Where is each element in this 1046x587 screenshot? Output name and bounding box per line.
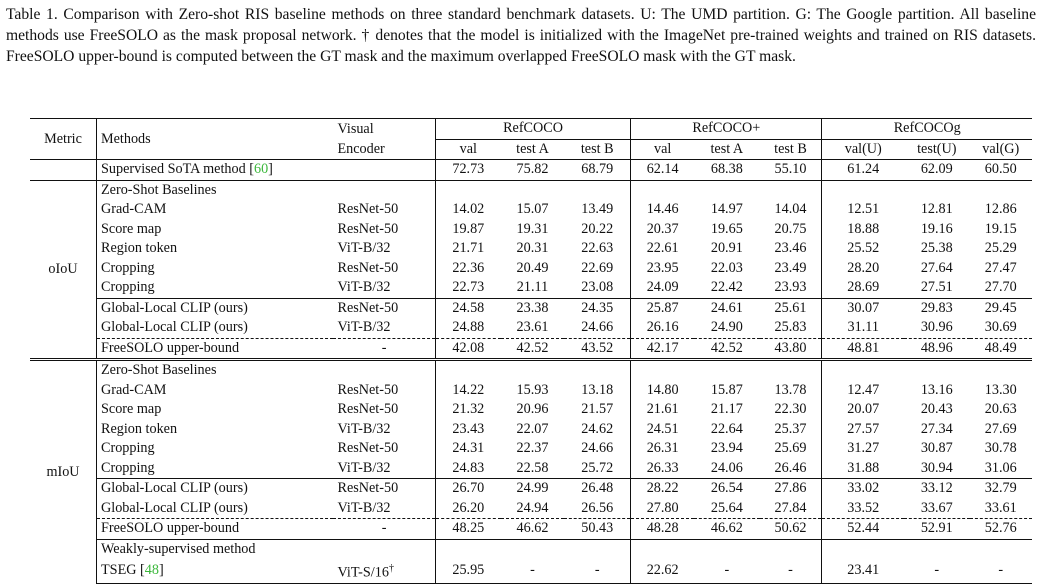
value-cell: 20.75	[760, 220, 822, 240]
method-name: Grad-CAM	[101, 381, 167, 398]
value-cell: 30.87	[920, 440, 953, 457]
value-cell: 23.94	[710, 440, 743, 457]
header-metric: Metric	[30, 119, 97, 160]
value-cell: 23.49	[760, 259, 822, 279]
encoder-cell	[333, 180, 435, 200]
header-methods: Methods	[97, 119, 334, 160]
value-cell: -	[904, 559, 969, 583]
tseg-row	[30, 559, 1032, 583]
value-cell: 23.38	[501, 298, 564, 318]
value-cell	[501, 539, 564, 559]
value-cell: 24.66	[564, 439, 631, 459]
value-cell: 30.69	[984, 319, 1017, 336]
section-row	[30, 180, 1032, 200]
value-cell: 28.20	[847, 259, 880, 276]
value-cell: 20.96	[516, 401, 549, 418]
value-cell: 20.49	[516, 259, 549, 276]
value-cell: 30.78	[984, 440, 1017, 457]
metric-label: mIoU	[30, 360, 97, 584]
table-row	[30, 420, 1032, 440]
value-cell: 20.37	[646, 220, 679, 237]
value-cell: 22.30	[760, 400, 822, 420]
value-cell: 12.81	[920, 201, 953, 218]
value-cell: 14.46	[646, 201, 679, 218]
value-cell: 24.06	[710, 459, 743, 476]
value-cell: 22.58	[516, 459, 549, 476]
table-row	[30, 400, 1032, 420]
value-cell: 19.65	[710, 220, 743, 237]
col-header: val(U)	[844, 140, 882, 157]
value-cell	[970, 539, 1032, 559]
value-cell	[435, 539, 500, 559]
value-cell: 48.28	[631, 519, 694, 540]
value-cell	[631, 360, 694, 381]
value-cell	[760, 539, 822, 559]
value-cell: -	[970, 559, 1032, 583]
value-cell: 26.33	[646, 459, 679, 476]
value-cell	[822, 360, 904, 381]
encoder-cell: ResNet-50	[333, 381, 435, 401]
value-cell: 43.52	[564, 338, 631, 360]
table-row	[30, 459, 1032, 479]
encoder-cell: ResNet-50	[333, 439, 435, 459]
value-cell: 12.51	[847, 201, 880, 218]
metric-empty-cell	[30, 160, 97, 181]
table-row	[30, 278, 1032, 298]
value-cell: 22.62	[631, 559, 694, 583]
value-cell: 22.36	[452, 259, 485, 276]
value-cell: 42.52	[501, 338, 564, 360]
method-name: Score map	[101, 401, 162, 418]
value-cell: 25.72	[564, 459, 631, 479]
table-row	[30, 259, 1032, 279]
section-title: Zero-Shot Baselines	[97, 180, 334, 200]
method-name: Global-Local CLIP (ours)	[97, 298, 334, 318]
value-cell: 27.84	[760, 499, 822, 519]
value-cell: 26.16	[646, 319, 679, 336]
value-cell: 28.22	[631, 479, 694, 499]
method-name: Cropping	[101, 440, 155, 457]
method-name: Cropping	[101, 259, 155, 276]
value-cell: 20.22	[564, 220, 631, 240]
value-cell: 20.63	[984, 401, 1017, 418]
value-cell: 42.17	[631, 338, 694, 360]
value-cell: 19.31	[516, 220, 549, 237]
value-cell	[501, 180, 564, 200]
value-cell: 61.24	[822, 160, 904, 181]
value-cell	[631, 539, 694, 559]
value-cell: 21.71	[452, 240, 485, 257]
value-cell: 20.07	[847, 401, 880, 418]
value-cell: 24.58	[435, 298, 500, 318]
encoder-cell: ViT-B/32	[333, 420, 435, 440]
value-cell	[970, 180, 1032, 200]
value-cell: 15.07	[516, 201, 549, 218]
col-header: test A	[516, 140, 549, 157]
value-cell	[694, 180, 759, 200]
value-cell: 25.64	[710, 499, 743, 516]
section-title: Weakly-supervised method	[97, 539, 334, 559]
value-cell	[822, 180, 904, 200]
table-row	[30, 298, 1032, 318]
value-cell: 62.09	[904, 160, 969, 181]
value-cell: 21.57	[564, 400, 631, 420]
value-cell: 27.64	[920, 259, 953, 276]
value-cell: 48.49	[970, 338, 1032, 360]
value-cell: 25.52	[847, 240, 880, 257]
value-cell: 27.34	[920, 420, 953, 437]
value-cell: 27.57	[847, 420, 880, 437]
value-cell	[694, 539, 759, 559]
value-cell: 13.78	[760, 381, 822, 401]
value-cell: 26.48	[564, 479, 631, 499]
value-cell: 30.96	[920, 319, 953, 336]
encoder-cell: ViT-B/32	[333, 239, 435, 259]
value-cell: 27.70	[984, 279, 1017, 296]
citation: 48	[144, 562, 159, 579]
value-cell: 15.87	[710, 381, 743, 398]
value-cell: 22.73	[452, 279, 485, 296]
value-cell: 14.97	[710, 201, 743, 218]
method-name: Global-Local CLIP (ours)	[101, 499, 248, 516]
value-cell: 25.29	[984, 240, 1017, 257]
method-name: FreeSOLO upper-bound	[97, 338, 334, 360]
value-cell: 26.54	[694, 479, 759, 499]
value-cell: 31.88	[847, 459, 880, 476]
method-name: TSEG [	[101, 562, 145, 579]
value-cell	[904, 360, 969, 381]
method-name-end: ]	[158, 562, 164, 579]
value-cell: 12.47	[847, 381, 880, 398]
header-row-1	[30, 119, 1032, 140]
value-cell: 46.62	[694, 519, 759, 540]
value-cell: 24.88	[452, 319, 485, 336]
value-cell	[694, 360, 759, 381]
table-row	[30, 239, 1032, 259]
value-cell: 21.61	[646, 401, 679, 418]
value-cell: 24.90	[710, 319, 743, 336]
value-cell: 12.86	[984, 201, 1017, 218]
value-cell: 25.69	[760, 439, 822, 459]
value-cell: 60.50	[970, 160, 1032, 181]
value-cell: 50.62	[760, 519, 822, 540]
encoder-cell: ViT-B/32	[333, 318, 435, 338]
value-cell: 31.27	[847, 440, 880, 457]
value-cell: 24.83	[452, 459, 485, 476]
value-cell: 22.63	[564, 239, 631, 259]
table-row	[30, 479, 1032, 499]
method-cell	[97, 559, 334, 583]
encoder-cell: ResNet-50	[333, 220, 435, 240]
value-cell	[760, 180, 822, 200]
value-cell: 31.11	[847, 319, 879, 336]
value-cell: 26.31	[646, 440, 679, 457]
encoder-cell: ResNet-50	[333, 200, 435, 220]
value-cell: 26.56	[564, 499, 631, 519]
method-name: Supervised SoTA method [	[101, 161, 254, 178]
encoder-cell	[333, 539, 435, 559]
value-cell: 22.07	[516, 420, 549, 437]
value-cell: 25.61	[760, 298, 822, 318]
upper-bound-row	[30, 519, 1032, 540]
encoder-cell: ViT-B/32	[333, 278, 435, 298]
method-name: Region token	[101, 420, 178, 437]
table-row	[30, 318, 1032, 338]
header-group-refcoco: RefCOCO	[435, 119, 630, 140]
value-cell	[970, 360, 1032, 381]
encoder-cell: ResNet-50	[333, 259, 435, 279]
value-cell: 19.87	[452, 220, 485, 237]
value-cell: 22.69	[564, 259, 631, 279]
value-cell: 14.22	[452, 381, 485, 398]
metric-label: oIoU	[30, 180, 97, 360]
value-cell: 25.87	[631, 298, 694, 318]
value-cell: 19.16	[920, 220, 953, 237]
value-cell: 33.12	[904, 479, 969, 499]
value-cell: 42.52	[694, 338, 759, 360]
dagger-mark: †	[388, 563, 394, 574]
value-cell	[564, 539, 631, 559]
value-cell: 20.91	[710, 240, 743, 257]
method-name: Region token	[101, 240, 178, 257]
value-cell	[435, 360, 500, 381]
col-header: val	[459, 140, 477, 157]
value-cell: 32.79	[970, 479, 1032, 499]
value-cell: 25.95	[435, 559, 500, 583]
method-cell	[97, 160, 334, 181]
header-encoder: Encoder	[333, 139, 435, 160]
method-name: Global-Local CLIP (ours)	[101, 319, 248, 336]
value-cell: 72.73	[435, 160, 500, 181]
method-name: Cropping	[101, 279, 155, 296]
value-cell: 46.62	[501, 519, 564, 540]
value-cell: 25.38	[920, 240, 953, 257]
encoder-cell: -	[333, 338, 435, 360]
value-cell: 23.93	[760, 278, 822, 298]
value-cell: 21.32	[452, 401, 485, 418]
value-cell: 21.11	[516, 279, 549, 296]
value-cell	[760, 360, 822, 381]
encoder-cell: ViT-B/32	[333, 459, 435, 479]
method-name: Global-Local CLIP (ours)	[97, 479, 334, 499]
value-cell	[435, 180, 500, 200]
table-row	[30, 439, 1032, 459]
value-cell: 20.31	[516, 240, 549, 257]
upper-bound-row	[30, 338, 1032, 360]
value-cell: 24.94	[516, 499, 549, 516]
col-header: test B	[760, 139, 822, 160]
citation: 60	[253, 161, 269, 178]
encoder-cell: ResNet-50	[333, 400, 435, 420]
value-cell: -	[760, 559, 822, 583]
value-cell: 21.17	[710, 401, 743, 418]
method-name: Score map	[101, 220, 162, 237]
value-cell: 33.61	[984, 499, 1017, 516]
value-cell: 14.80	[646, 381, 679, 398]
value-cell: 52.44	[822, 519, 904, 540]
value-cell: 22.64	[710, 420, 743, 437]
value-cell: 29.83	[904, 298, 969, 318]
value-cell: 23.41	[822, 559, 904, 583]
value-cell	[822, 539, 904, 559]
value-cell: 23.43	[452, 420, 485, 437]
value-cell: 62.14	[631, 160, 694, 181]
value-cell: 52.76	[970, 519, 1032, 540]
value-cell: -	[501, 559, 564, 583]
value-cell: 22.61	[646, 240, 679, 257]
results-table	[30, 118, 1032, 584]
encoder-cell: -	[333, 519, 435, 540]
encoder-cell	[333, 160, 435, 181]
value-cell: 23.95	[646, 259, 679, 276]
value-cell: 26.20	[452, 499, 485, 516]
value-cell	[904, 180, 969, 200]
value-cell: 25.37	[760, 420, 822, 440]
value-cell: 24.51	[646, 420, 679, 437]
value-cell: 27.69	[984, 420, 1017, 437]
value-cell: 24.61	[694, 298, 759, 318]
value-cell: 18.88	[847, 220, 880, 237]
value-cell: 75.82	[501, 160, 564, 181]
value-cell: 23.61	[516, 319, 549, 336]
value-cell: 28.69	[847, 279, 880, 296]
value-cell: 24.99	[501, 479, 564, 499]
col-header: val(G)	[982, 140, 1020, 157]
value-cell: 14.04	[760, 200, 822, 220]
value-cell: 27.80	[646, 499, 679, 516]
value-cell: -	[564, 559, 631, 583]
results-table-body	[30, 119, 1032, 584]
value-cell: 19.15	[984, 220, 1017, 237]
encoder-name: ViT-S/16	[337, 564, 389, 581]
section-title: Zero-Shot Baselines	[97, 360, 334, 381]
value-cell: 13.18	[564, 381, 631, 401]
value-cell: 22.42	[710, 279, 743, 296]
value-cell	[564, 180, 631, 200]
value-cell: 24.35	[564, 298, 631, 318]
method-name: FreeSOLO upper-bound	[97, 519, 334, 540]
encoder-cell: ViT-B/32	[333, 499, 435, 519]
supervised-row	[30, 160, 1032, 181]
value-cell: 26.46	[760, 459, 822, 479]
method-name: Grad-CAM	[101, 201, 167, 218]
encoder-cell: ResNet-50	[333, 479, 435, 499]
value-cell: 30.94	[920, 459, 953, 476]
table-row	[30, 499, 1032, 519]
section-row	[30, 360, 1032, 381]
value-cell: 25.83	[760, 318, 822, 338]
col-header: val	[653, 140, 672, 157]
value-cell: 33.52	[847, 499, 880, 516]
value-cell: 68.38	[694, 160, 759, 181]
value-cell: 24.09	[646, 279, 679, 296]
value-cell: 68.79	[564, 160, 631, 181]
value-cell	[631, 180, 694, 200]
method-name-end: ]	[268, 161, 273, 178]
value-cell: 24.62	[564, 420, 631, 440]
value-cell	[564, 360, 631, 381]
value-cell	[501, 360, 564, 381]
header-visual: Visual	[333, 119, 435, 140]
value-cell: 22.03	[710, 259, 743, 276]
method-name: Cropping	[101, 459, 155, 476]
value-cell: 33.67	[920, 499, 953, 516]
section-row	[30, 539, 1032, 559]
encoder-cell	[333, 559, 435, 583]
value-cell: 20.43	[920, 401, 953, 418]
value-cell: 26.70	[435, 479, 500, 499]
value-cell: 55.10	[760, 160, 822, 181]
value-cell: 13.49	[564, 200, 631, 220]
value-cell: 14.02	[452, 201, 485, 218]
value-cell: 33.02	[822, 479, 904, 499]
value-cell: 13.16	[920, 381, 953, 398]
value-cell: 48.96	[904, 338, 969, 360]
table-row	[30, 200, 1032, 220]
col-header: test A	[710, 140, 744, 157]
value-cell: 15.93	[516, 381, 549, 398]
value-cell: 23.46	[760, 239, 822, 259]
value-cell: 31.06	[984, 459, 1017, 476]
value-cell: 22.37	[516, 440, 549, 457]
value-cell	[904, 539, 969, 559]
header-group-refcocoplus: RefCOCO+	[631, 119, 822, 140]
value-cell: 50.43	[564, 519, 631, 540]
header-group-refcocog: RefCOCOg	[822, 119, 1032, 140]
value-cell: -	[694, 559, 759, 583]
value-cell: 42.08	[435, 338, 500, 360]
value-cell: 48.25	[435, 519, 500, 540]
value-cell: 52.91	[904, 519, 969, 540]
table-row	[30, 220, 1032, 240]
col-header: test(U)	[917, 140, 957, 157]
value-cell: 29.45	[970, 298, 1032, 318]
value-cell: 27.47	[984, 259, 1017, 276]
value-cell: 23.08	[564, 278, 631, 298]
encoder-cell: ResNet-50	[333, 298, 435, 318]
value-cell: 13.30	[984, 381, 1017, 398]
col-header: test B	[564, 139, 631, 160]
table-row	[30, 381, 1032, 401]
value-cell: 48.81	[822, 338, 904, 360]
value-cell: 27.86	[760, 479, 822, 499]
table-caption	[6, 4, 1036, 67]
value-cell: 24.31	[452, 440, 485, 457]
value-cell: 43.80	[760, 338, 822, 360]
encoder-cell	[333, 360, 435, 381]
value-cell: 27.51	[920, 279, 953, 296]
value-cell: 30.07	[822, 298, 904, 318]
value-cell: 24.66	[564, 318, 631, 338]
caption-text: Table 1. Comparison with Zero-shot RIS baseline methods on three standard benchmark datasets. U: The UMD partition. G: The Google partition. All baseline methods use FreeSOLO as the mask proposal network. † denotes that the model is initialized with the ImageNet pre-trained weights and trained on RIS datasets. FreeSOLO upper-bound is computed between the GT mask and the maximum overlapped FreeSOLO mask with the GT mask.	[6, 6, 1036, 65]
